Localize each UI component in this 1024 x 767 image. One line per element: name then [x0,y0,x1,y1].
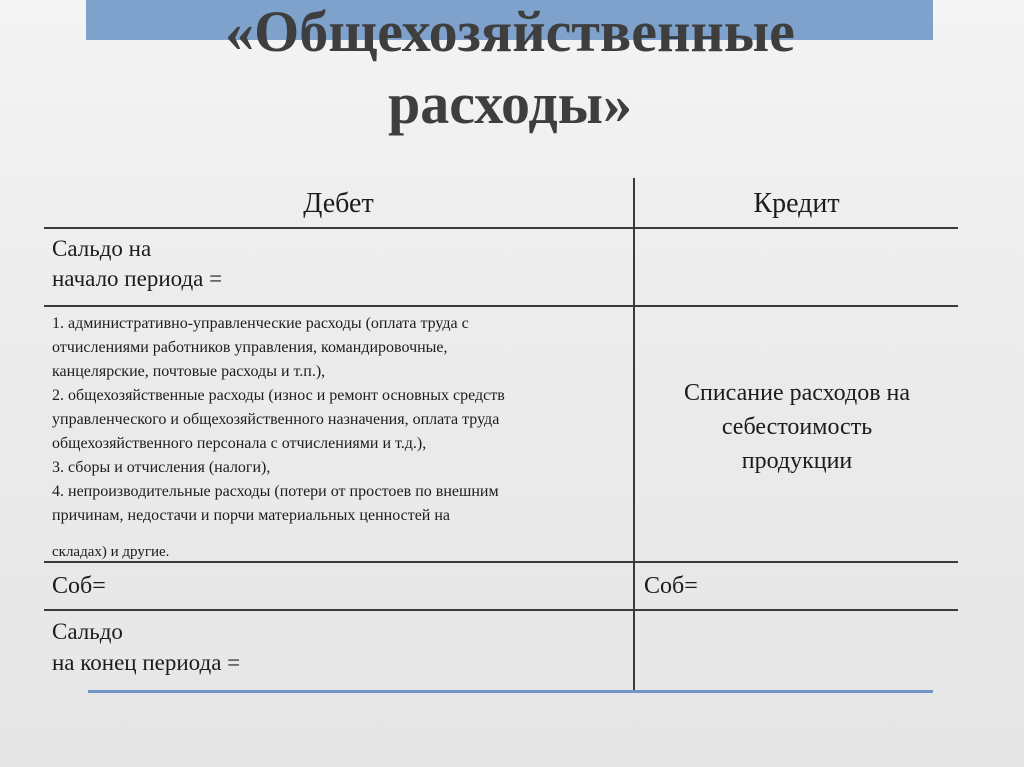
writeoff-line-3: продукции [741,448,853,474]
expense-line: 4. непроизводительные расходы (потери от простоев по внешним [52,483,499,500]
expense-line: управленческого и общехозяйственного назначения, оплата труда [52,411,500,428]
writeoff-line-2: себестоимость [721,414,873,440]
writeoff-line-1: Списание расходов на [683,380,911,406]
header-divider [44,227,958,229]
expense-line: канцелярские, почтовые расходы и т.п.), [52,363,326,380]
opening-balance [52,234,622,294]
expense-line: 1. административно-управленческие расходы (оплата труда с [52,315,469,332]
debit-turnover: Соб= [52,573,106,599]
slide-title-line-1: «Общехозяйственные [225,0,795,64]
expense-line: общехозяйственного персонала с отчислениями и т.д.), [52,435,427,452]
credit-writeoff [644,376,950,478]
t-account-table [44,178,958,690]
expense-line: 2. общехозяйственные расходы (износ и ремонт основных средств [52,387,505,404]
expense-line: причинам, недостачи и порчи материальных ценностей на [52,507,451,524]
expense-line: 3. сборы и отчисления (налоги), [52,459,271,476]
credit-turnover: Соб= [644,573,698,599]
slide-title [90,0,930,144]
debit-expense-list [52,312,627,564]
bottom-accent-line [88,690,933,693]
debit-header: Дебет [303,188,374,219]
credit-header: Кредит [753,188,840,219]
slide-title-line-2: расходы» [388,71,632,136]
t-account-vertical-divider [633,178,635,690]
expense-line: отчислениями работников управления, командировочные, [52,339,448,356]
opening-balance-line-1: Сальдо на [52,236,152,261]
closing-balance-line-2: на конец периода = [52,650,241,675]
turnover-divider [44,609,958,611]
opening-balance-line-2: начало периода = [52,266,223,291]
closing-balance [52,616,622,678]
expense-line: складах) и другие. [52,544,170,560]
closing-balance-line-1: Сальдо [52,619,123,644]
opening-balance-divider [44,305,958,307]
